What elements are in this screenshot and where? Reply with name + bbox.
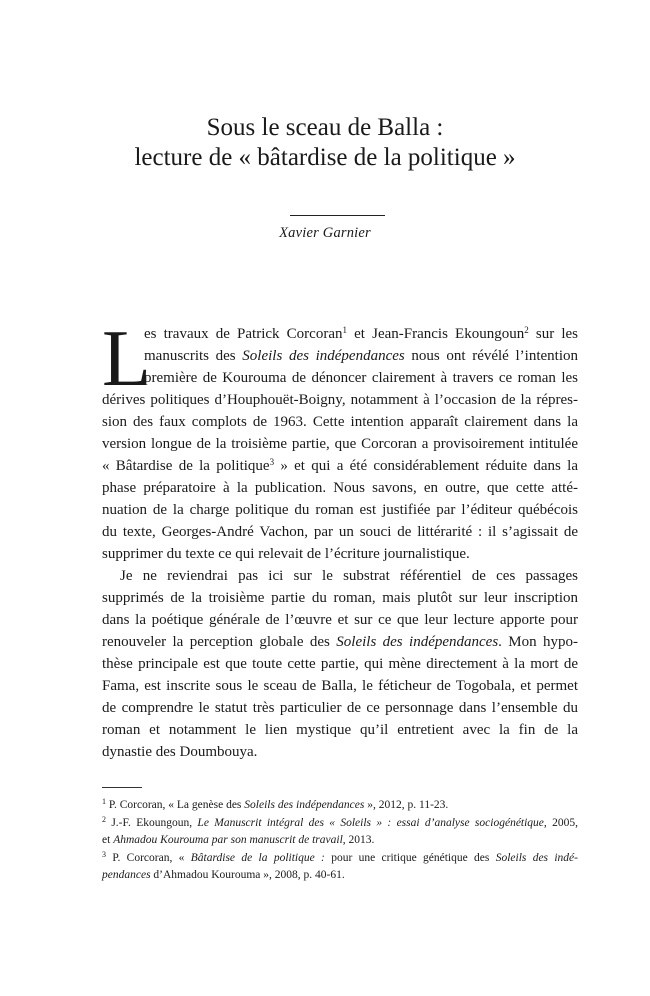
- paragraph-1-line-11: supprimer du texte ce qui relevait de l’écriture journalistique.: [102, 546, 470, 562]
- paragraph-2-line-1: Je ne reviendrai pas ici sur le substrat référentiel de ces passages: [120, 568, 578, 584]
- footnote-separator-rule: [102, 787, 142, 788]
- paragraph-1-line-2: manuscrits des Soleils des indépendances nous ont révélé l’intention: [144, 348, 578, 364]
- author-name: Xavier Garnier: [279, 225, 371, 241]
- footnote-3-line-1: $^3$ P. Corcoran, « Bâtardise de la politique : pour une critique génétique des Soleils des indé-: [102, 849, 578, 864]
- paragraph-2-line-9: dynastie des Doumbouya.: [102, 744, 258, 760]
- paragraph-1-line-3: première de Kourouma de dénoncer clairement à travers ce roman les: [144, 370, 578, 386]
- footnote-3-line-2: pendances d’Ahmadou Kourouma », 2008, p. 40-61.: [102, 869, 345, 881]
- paragraph-1-line-8: phase préparatoire à la publication. Nous savons, en outre, que cette atté-: [102, 480, 578, 496]
- footnote-2-line-1: $^2$ J.-F. Ekoungoun, Le Manuscrit intégral des « Soleils » : essai d’analyse sociogénétique, 2005,: [102, 814, 579, 829]
- drop-cap-letter: L: [102, 315, 151, 403]
- author-separator-rule: [290, 215, 385, 216]
- chapter-title-line-1: Sous le sceau de Balla :: [206, 114, 444, 141]
- paragraph-1-line-10: du texte, Georges-André Vachon, par un souci de littérarité : il s’agissait de: [102, 524, 578, 540]
- chapter-title-line-2: lecture de « bâtardise de la politique »: [134, 144, 516, 171]
- footnotes: [102, 797, 578, 885]
- paragraph-2-line-8: roman et notamment le lien mystique qu’il entretient avec la fin de la: [102, 722, 578, 738]
- paragraph-1-line-4: dérives politiques d’Houphouët-Boigny, notamment à l’occasion de la répres-: [102, 392, 578, 408]
- paragraph-1-line-7: « Bâtardise de la politique$^3$ » et qui a été considérablement réduite dans la: [102, 457, 578, 474]
- body-text: [102, 315, 578, 763]
- paragraph-2-line-5: thèse principale est que toute cette partie, qui mène directement à la mort de: [102, 656, 578, 672]
- paragraph-2-line-7: de comprendre le statut très particulier de ce personnage dans l’ensemble du: [102, 700, 578, 716]
- paragraph-1-line-5: sion des faux complots de 1963. Cette intention apparaît clairement dans la: [102, 414, 578, 430]
- paragraph-2-line-3: dans la poétique générale de l’œuvre et sur ce que leur lecture apporte pour: [102, 612, 578, 628]
- footnote-1: $^1$ P. Corcoran, « La genèse des Soleils des indépendances », 2012, p. 11-23.: [102, 797, 449, 811]
- paragraph-2-line-2: supprimés de la troisième partie du roman, mais plutôt sur leur inscription: [102, 590, 578, 606]
- paragraph-2-line-4: renouveler la perception globale des Soleils des indépendances. Mon hypo-: [102, 634, 578, 650]
- paragraph-1-line-1: es travaux de Patrick Corcoran$^1$ et Jean-Francis Ekoungoun$^2$ sur les: [144, 325, 578, 342]
- footnote-2-line-2: et Ahmadou Kourouma par son manuscrit de travail, 2013.: [102, 834, 375, 846]
- paragraph-1-line-9: nuation de la charge politique du roman est justifiée par l’éditeur québécois: [102, 502, 578, 518]
- paragraph-1-line-6: version longue de la troisième partie, que Corcoran a provisoirement intitulée: [102, 436, 578, 452]
- chapter-title: [0, 113, 650, 173]
- paragraph-2-line-6: Fama, est inscrite sous le sceau de Balla, le féticheur de Togobala, et permet: [102, 678, 578, 694]
